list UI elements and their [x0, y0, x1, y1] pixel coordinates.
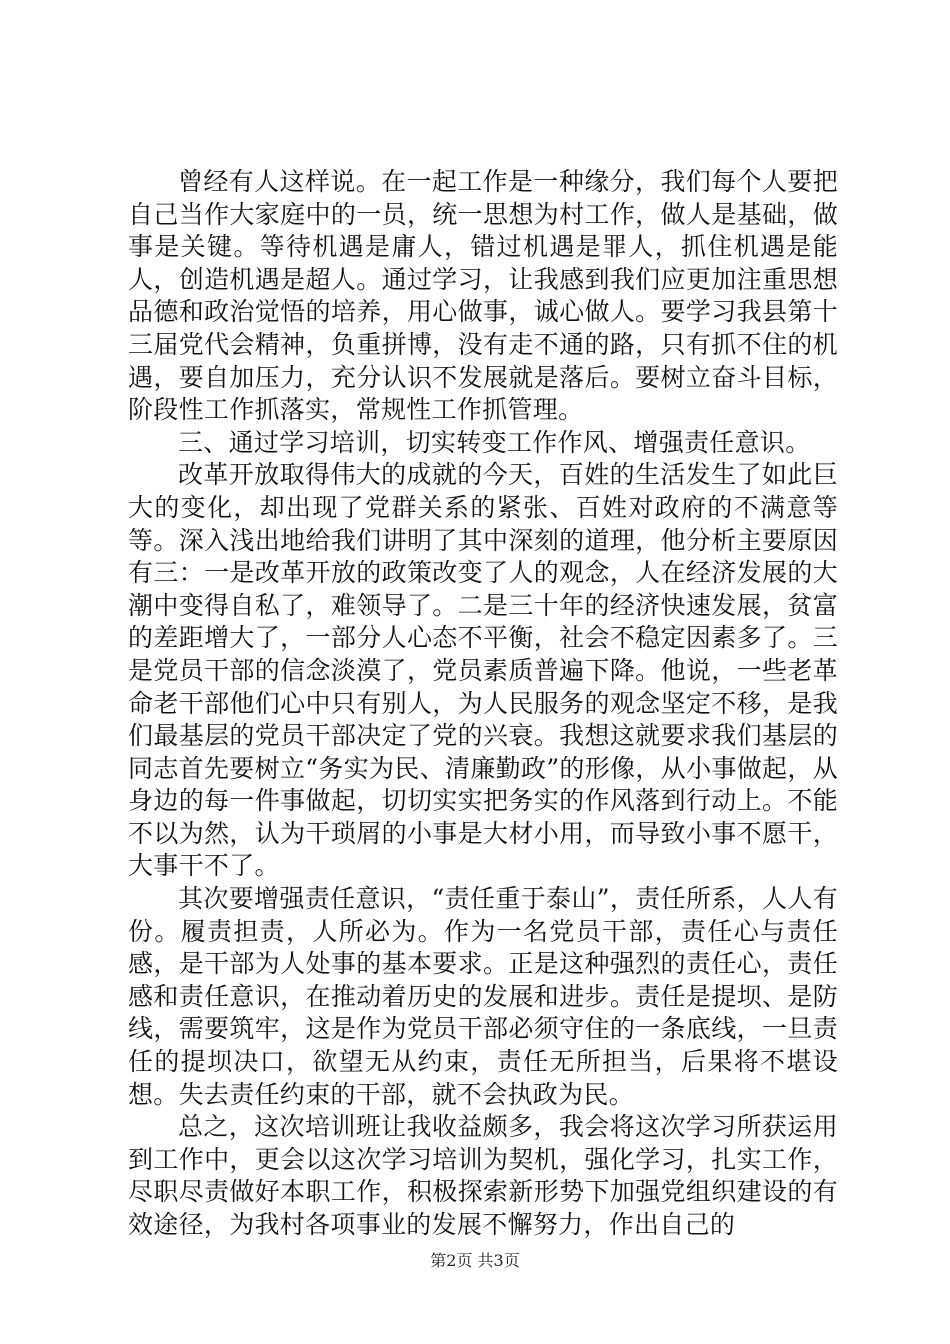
section-heading-3: 三、通过学习培训，切实转变工作作风、增强责任意识。 — [178, 427, 811, 457]
paragraph-3: 其次要增强责任意识，“责任重于泰山”，责任所系，人人有份。履责担责，人所必为。作为一名党员干部，责任心与责任感，是干部为人处事的基本要求。正是这种强烈的责任心，责任感和责任意识，在推动着历史的发展和进步。责任是提坝、是防线，需要筑牢，这是作为党员干部必须守住的一条底线，一旦责任的提坝决口，欲望无从约束，责任无所担当，后果将不堪设想。失去责任约束的干部，就不会执政为民。 — [128, 884, 838, 1109]
paragraph-1: 曾经有人这样说。在一起工作是一种缘分，我们每个人要把自己当作大家庭中的一员，统一思想为村工作，做人是基础，做事是关键。等待机遇是庸人，错过机遇是罪人，抓住机遇是能人，创造机遇是超人。通过学习，让我感到我们应更加注重思想品德和政治觉悟的培养，用心做事，诚心做人。要学习我县第十三届党代会精神，负重拼博，没有走不通的路，只有抓不住的机遇，要自加压力，充分认识不发展就是落后。要树立奋斗目标，阶段性工作抓落实，常规性工作抓管理。 — [128, 167, 838, 425]
document-body — [128, 166, 838, 1242]
paragraph-4: 总之，这次培训班让我收益颇多，我会将这次学习所获运用到工作中，更会以这次学习培训为契机，强化学习，扎实工作，尽职尽责做好本职工作，积极探索新形势下加强党组织建设的有效途径，为我村各项事业的发展不懈努力，作出自己的 — [128, 1112, 838, 1239]
paragraph-2: 改革开放取得伟大的成就的今天，百姓的生活发生了如此巨大的变化，却出现了党群关系的紧张、百姓对政府的不满意等等。深入浅出地给我们讲明了其中深刻的道理，他分析主要原因有三：一是改革开放的政策改变了人的观念，人在经济发展的大潮中变得自私了，难领导了。二是三十年的经济快速发展，贫富的差距增大了，一部分人心态不平衡，社会不稳定因素多了。三是党员干部的信念淡漠了，党员素质普遍下降。他说，一些老革命老干部他们心中只有别人，为人民服务的观念坚定不移，是我们最基层的党员干部决定了党的兴衰。我想这就要求我们基层的同志首先要树立“务实为民、清廉勤政”的形像，从小事做起，从身边的每一件事做起，切切实实把务实的作风落到行动上。不能不以为然，认为干琐屑的小事是大材小用，而导致小事不愿干，大事干不了。 — [128, 460, 838, 881]
page-footer: 第2页 共3页 — [430, 1251, 520, 1270]
